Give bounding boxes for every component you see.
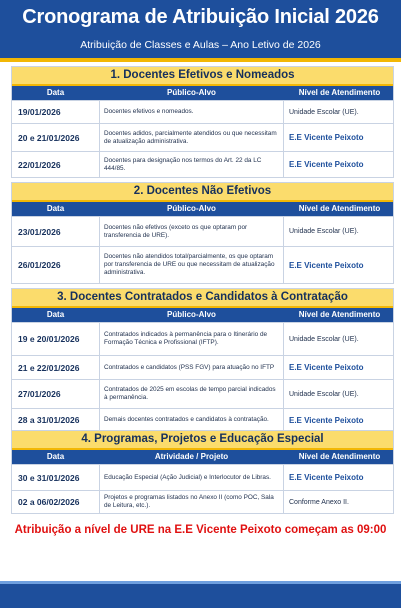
- col-publico: Público-Alvo: [167, 88, 216, 97]
- col-nivel: Nível de Atendimento: [298, 310, 381, 319]
- table-row: [12, 408, 393, 431]
- table-row: [12, 355, 393, 379]
- row-level: E.E Vicente Peixoto: [289, 260, 364, 270]
- row-date: 19 e 20/01/2026: [18, 334, 80, 344]
- row-level: Unidade Escolar (UE).: [289, 228, 359, 235]
- section-title: 3. Docentes Contratados e Candidatos à Contratação: [12, 289, 393, 308]
- table-row: [12, 246, 393, 283]
- col-data: Data: [46, 204, 65, 213]
- table-row: [12, 216, 393, 246]
- row-level: Unidade Escolar (UE).: [289, 390, 359, 398]
- row-date: 21 e 22/01/2026: [18, 362, 80, 373]
- row-description: Educação Especial (Ação Judicial) e Interlocutor de Libras.: [99, 465, 284, 490]
- page-subtitle: Atribuição de Classes e Aulas – Ano Letivo de 2026: [80, 39, 321, 51]
- section-programas-projetos: [11, 430, 394, 514]
- table-header: [12, 202, 393, 216]
- col-nivel: Nível de Atendimento: [298, 452, 381, 461]
- section-docentes-contratados: [11, 288, 394, 432]
- row-level: E.E Vicente Peixoto: [289, 473, 364, 482]
- table-row: [12, 379, 393, 408]
- row-level: Unidade Escolar (UE).: [289, 335, 359, 343]
- section-docentes-nao-efetivos: [11, 182, 394, 284]
- row-description: Contratados indicados à permanência para o Itinerário de Formação Técnica e Profissional (IFTP).: [99, 323, 284, 355]
- table-row: [12, 490, 393, 513]
- col-publico: Público-Alvo: [167, 310, 216, 319]
- col-atividade: Atrividade / Projeto: [154, 452, 229, 461]
- row-description: Docentes efetivos e nomeados.: [99, 101, 284, 123]
- table-header: [12, 450, 393, 464]
- section-title: 1. Docentes Efetivos e Nomeados: [12, 67, 393, 86]
- col-data: Data: [46, 452, 65, 461]
- row-level: Conforme Anexo II.: [289, 498, 349, 506]
- row-description: Projetos e programas listados no Anexo II (como POC, Sala de Leitura, etc.).: [99, 491, 284, 513]
- col-nivel: Nível de Atendimento: [298, 204, 381, 213]
- row-level: Unidade Escolar (UE).: [289, 108, 359, 116]
- table-header: [12, 308, 393, 322]
- row-date: 02 a 06/02/2026: [18, 497, 80, 507]
- row-date: 20 e 21/01/2026: [18, 132, 80, 143]
- row-date: 27/01/2026: [18, 389, 61, 399]
- col-nivel: Nível de Atendimento: [298, 88, 381, 97]
- table-row: [12, 100, 393, 123]
- row-description: Contratados de 2025 em escolas de tempo parcial indicados à permanência.: [99, 380, 284, 408]
- table-header: [12, 86, 393, 100]
- row-description: Docentes não efetivos (exceto os que optaram por transferencia de URE).: [99, 217, 284, 246]
- section-docentes-efetivos: [11, 66, 394, 178]
- row-level: E.E Vicente Peixoto: [289, 363, 364, 372]
- row-level: E.E Vicente Peixoto: [289, 133, 364, 142]
- row-level: E.E Vicente Peixoto: [289, 415, 364, 425]
- table-row: [12, 123, 393, 151]
- row-date: 26/01/2026: [18, 260, 61, 270]
- page-title: Cronograma de Atribuição Inicial 2026: [22, 6, 379, 28]
- row-date: 30 e 31/01/2026: [18, 472, 80, 483]
- col-publico: Público-Alvo: [167, 204, 216, 213]
- row-description: Docentes adidos, parcialmente atendidos ou que necessitam de atualização administrativa.: [99, 124, 284, 151]
- row-description: Docentes para designação nos termos do Art. 22 da LC 444/85.: [99, 152, 284, 177]
- section-title: 2. Docentes Não Efetivos: [12, 183, 393, 202]
- row-date: 23/01/2026: [18, 226, 61, 237]
- row-date: 28 a 31/01/2026: [18, 415, 80, 425]
- row-date: 19/01/2026: [18, 107, 61, 117]
- row-description: Demais docentes contratados e candidatos à contratação.: [99, 409, 284, 431]
- row-date: 22/01/2026: [18, 159, 61, 170]
- col-data: Data: [46, 88, 65, 97]
- section-title: 4. Programas, Projetos e Educação Especial: [12, 431, 393, 450]
- row-description: Contratados e candidatos (PSS FGV) para atuação no IFTP: [99, 356, 284, 379]
- page-footer-band: [0, 581, 401, 608]
- table-row: [12, 322, 393, 355]
- row-description: Docentes não atendidos total/parcialmente, os que optaram por transferencia de URE ou que necessitam de atualização administrativa.: [99, 247, 284, 283]
- col-data: Data: [46, 310, 65, 319]
- table-row: [12, 464, 393, 490]
- page-header: [0, 0, 401, 62]
- table-row: [12, 151, 393, 177]
- schedule-note: Atribuição a nível de URE na E.E Vicente Peixoto começam as 09:00: [14, 524, 387, 536]
- row-level: E.E Vicente Peixoto: [289, 160, 364, 169]
